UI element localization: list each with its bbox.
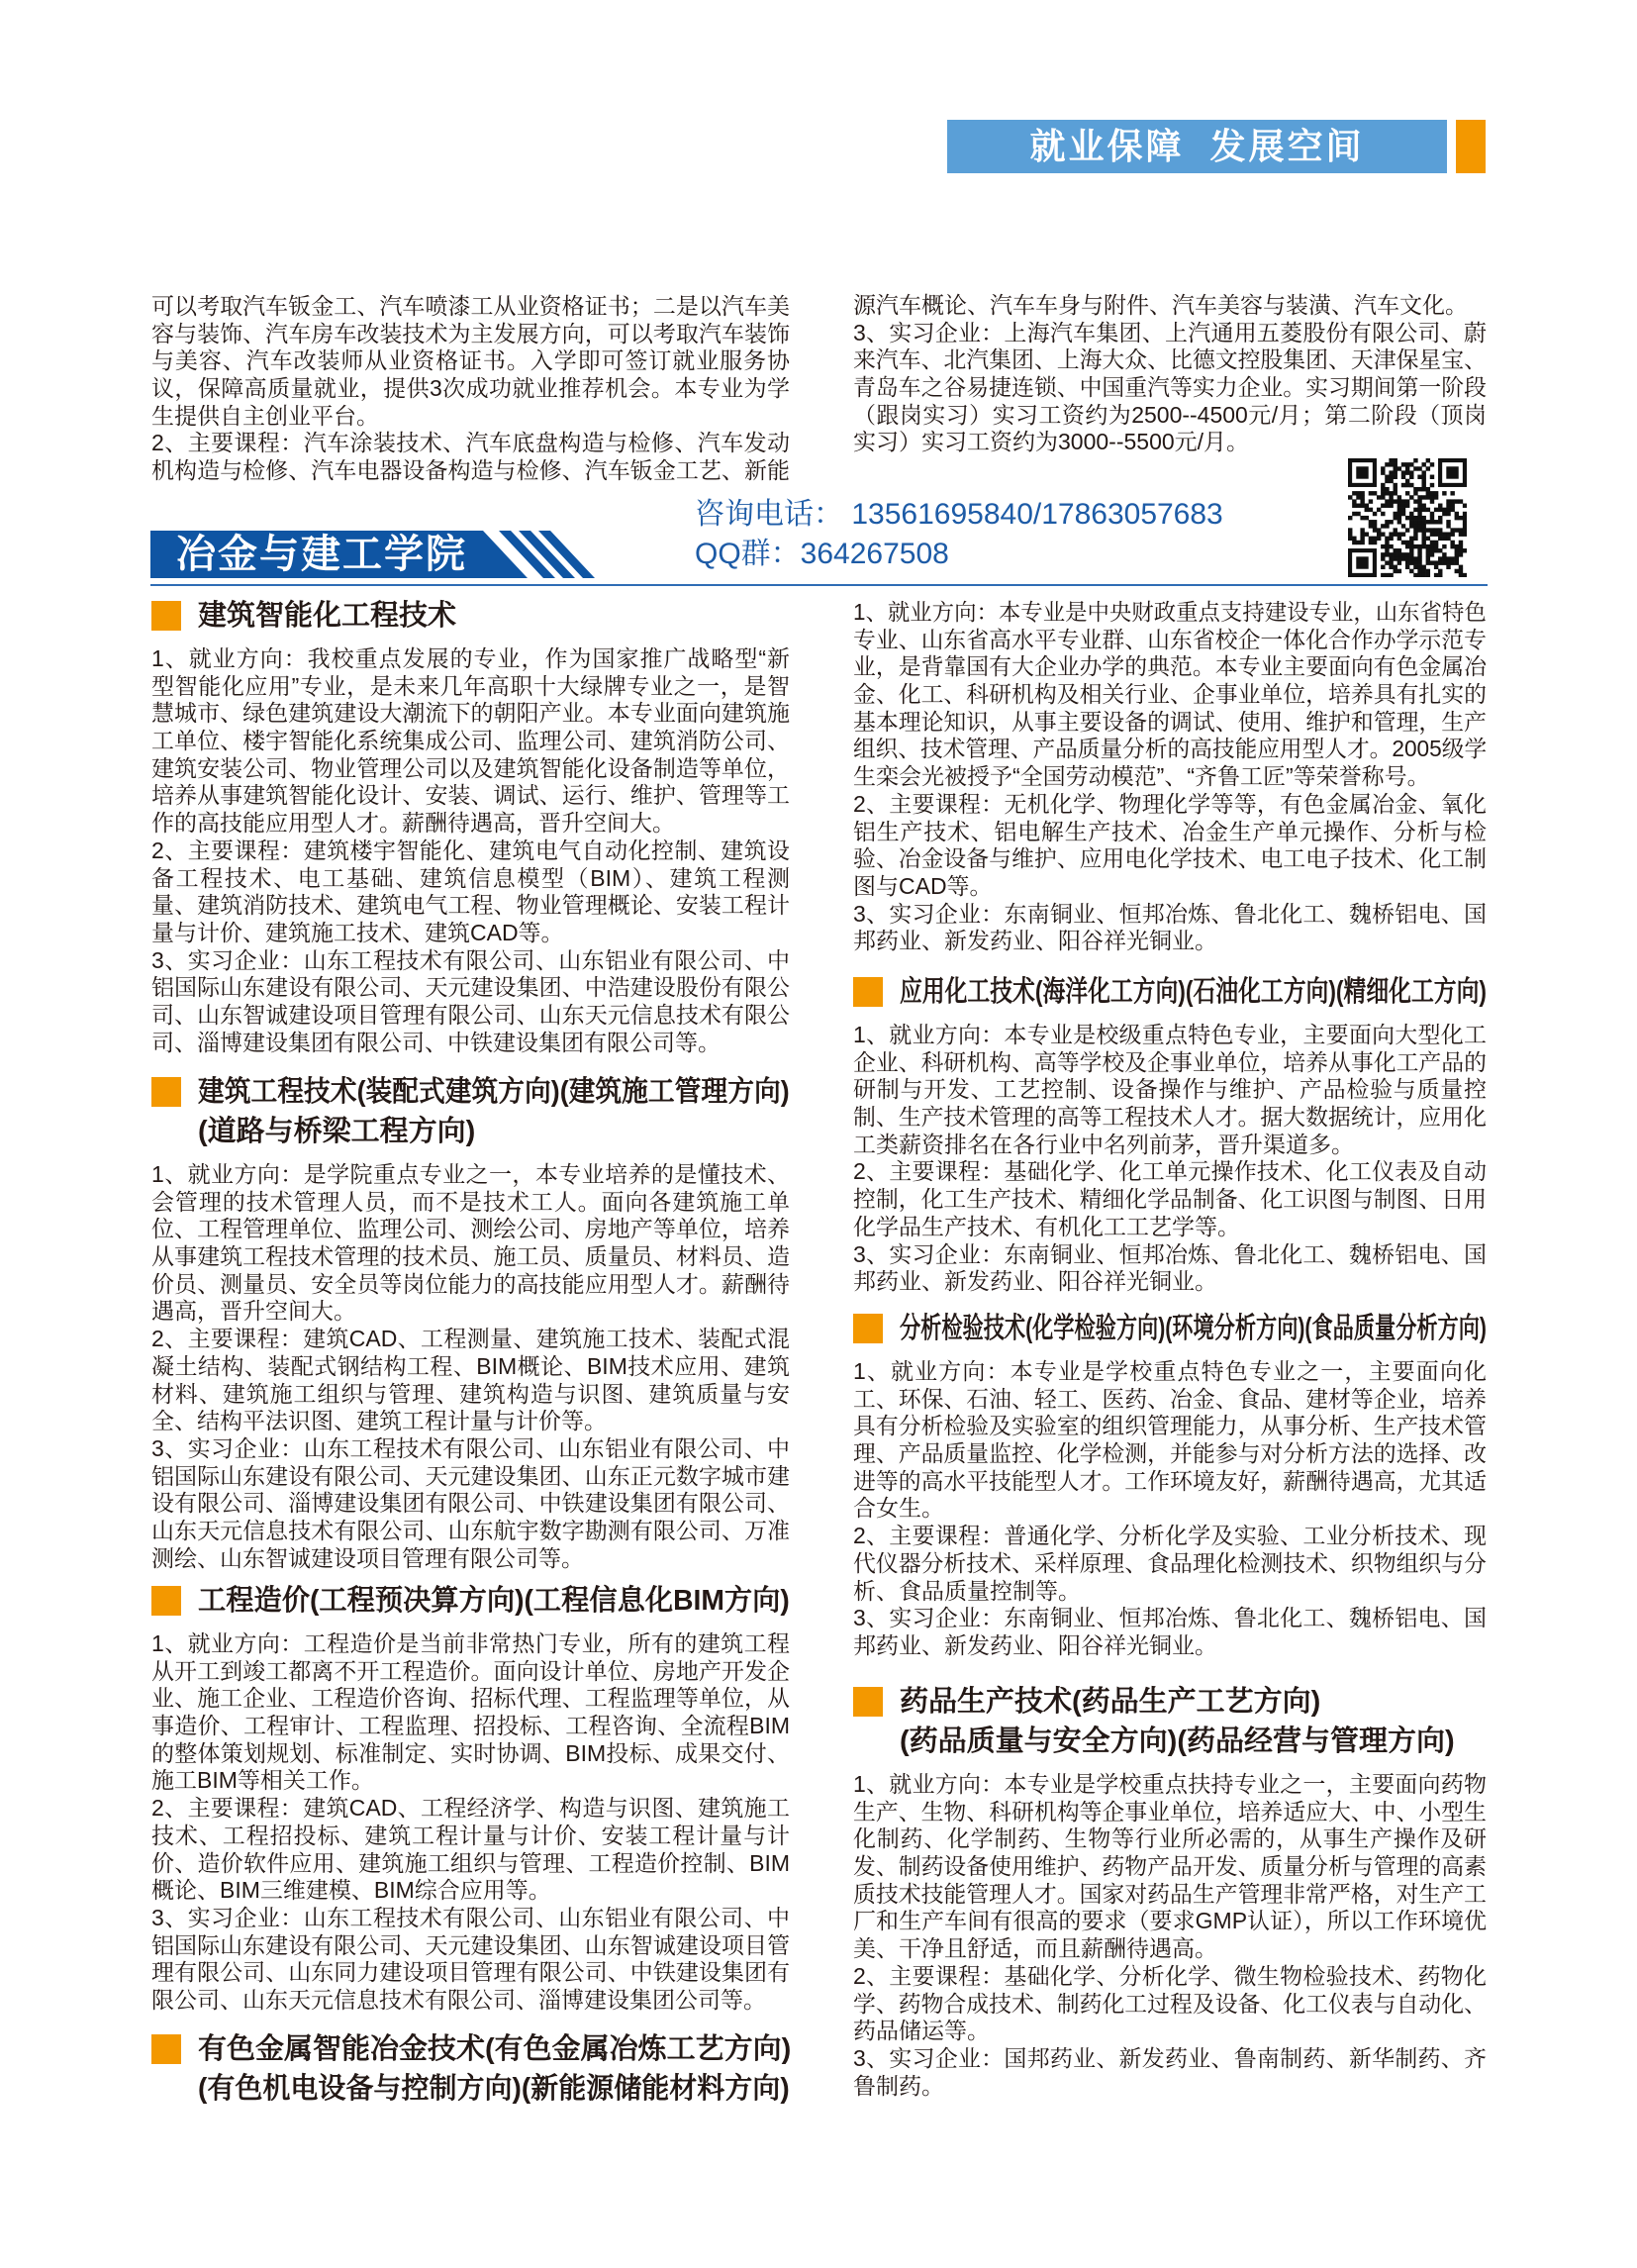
text-line: 发、制药设备使用维护、药物产品开发、质量分析与管理的高素 — [853, 1853, 1488, 1880]
college-name: 冶金与建工学院 — [176, 533, 467, 576]
section-marker-icon — [853, 1314, 883, 1343]
text-line: 司、山东智诚建设项目管理有限公司、山东天元信息技术有限公 — [151, 1001, 790, 1028]
text-line: 铝国际山东建设有限公司、天元建设集团、中浩建设股份有限公 — [151, 974, 790, 1001]
major-building-intelligence — [151, 596, 790, 1056]
paragraph — [151, 1161, 790, 1326]
text-line: 山东天元信息技术有限公司、山东航宇数字勘测有限公司、万准 — [151, 1517, 790, 1543]
text-line: 业、施工企业、工程造价咨询、招标代理、工程监理等单位，从 — [151, 1685, 790, 1712]
paragraph — [853, 1241, 1487, 1296]
paragraph — [853, 1963, 1487, 2045]
text-line: 容与装饰、汽车房车改装技术为主发展方向，可以考取汽车装饰 — [151, 320, 790, 346]
major-title — [853, 1309, 1487, 1348]
section-marker-icon — [151, 1077, 181, 1107]
paragraph — [853, 1605, 1487, 1659]
text-line: 组织、技术管理、产品质量分析的高技能应用型人才。2005级学 — [853, 736, 1488, 762]
text-line: 遇高，晋升空间大。 — [151, 1298, 356, 1325]
text-line: 1、就业方向：是学院重点专业之一，本专业培养的是懂技术、 — [151, 1161, 790, 1187]
text-line: 3、实习企业：山东工程技术有限公司、山东铝业有限公司、中 — [151, 946, 790, 973]
text-line: 青岛车之谷易捷连锁、中国重汽等实力企业。实习期间第一阶段 — [853, 374, 1488, 401]
page-banner-title: 就业保障 发展空间 — [947, 120, 1447, 173]
major-construction-engineering — [151, 1072, 790, 1572]
major-title-line: 建筑工程技术(装配式建筑方向)(建筑施工管理方向) — [198, 1076, 790, 1108]
text-line: 铝生产技术、铝电解生产技术、冶金生产单元操作、分析与检 — [853, 818, 1487, 844]
text-line: 美、干净且舒适，而且薪酬待遇高。 — [853, 1935, 1217, 1962]
text-line: 慧城市、绿色建筑建设大潮流下的朝阳产业。本专业面向建筑施 — [151, 700, 790, 727]
text-line: 1、就业方向：本专业是校级重点特色专业，主要面向大型化工 — [853, 1022, 1487, 1047]
major-title — [853, 972, 1487, 1012]
text-line: 3、实习企业：东南铜业、恒邦冶炼、鲁北化工、魏桥铝电、国 — [853, 1240, 1487, 1267]
major-nonferrous-metallurgy-details — [853, 599, 1487, 955]
paragraph — [853, 1022, 1487, 1158]
text-line: 设有限公司、淄博建设集团有限公司、中铁建设集团有限公司、 — [151, 1490, 790, 1517]
text-line: 2、主要课程：普通化学、分析化学及实验、工业分析技术、现 — [853, 1523, 1487, 1549]
text-line: 作的高技能应用型人才。薪酬待遇高，晋升空间大。 — [151, 810, 675, 837]
text-line: 从事建筑工程技术管理的技术员、施工员、质量员、材料员、造 — [151, 1243, 790, 1270]
major-title — [151, 1581, 790, 1621]
text-line: 型智能化应用”专业，是未来几年高职十大绿牌专业之一，是智 — [151, 672, 790, 699]
major-title-line: 建筑智能化工程技术 — [198, 600, 457, 632]
paragraph — [853, 599, 1487, 791]
section-marker-icon — [853, 1687, 883, 1717]
text-line: 2、主要课程：基础化学、化工单元操作技术、化工仪表及自动 — [853, 1158, 1487, 1185]
major-applied-chemical — [853, 972, 1487, 1296]
text-line: 邦药业、新发药业、阳谷祥光铜业。 — [853, 1631, 1217, 1658]
text-line: 3、实习企业：东南铜业、恒邦冶炼、鲁北化工、魏桥铝电、国 — [853, 900, 1487, 927]
major-title-line: (有色机电设备与控制方向)(新能源储能材料方向) — [198, 2073, 790, 2105]
text-line: 邦药业、新发药业、阳谷祥光铜业。 — [853, 928, 1217, 954]
text-line: 学、药物合成技术、制药化工过程及设备、化工仪表与自动化、 — [853, 1990, 1488, 2017]
text-line: （跟岗实习）实习工资约为2500--4500元/月；第二阶段（顶岗 — [853, 401, 1487, 428]
paragraph — [151, 947, 790, 1057]
text-line: 的整体策划规划、标准制定、实时协调、BIM投标、成果交付、 — [151, 1739, 790, 1766]
paragraph — [853, 1523, 1487, 1605]
text-line: 理有限公司、山东同力建设项目管理有限公司、中铁建设集团有 — [151, 1959, 790, 1986]
text-line: 2、主要课程：基础化学、分析化学、微生物检验技术、药物化 — [853, 1962, 1487, 1989]
paragraph — [853, 1771, 1487, 1963]
text-line: 析、食品质量控制等。 — [853, 1577, 1081, 1604]
paragraph — [151, 1795, 790, 1905]
text-line: 进等的高水平技能型人才。工作环境友好，薪酬待遇高，尤其适 — [853, 1467, 1488, 1494]
paragraph — [853, 1358, 1487, 1523]
text-line: 技术、工程招投标、建筑工程计量与计价、安装工程计量与计 — [151, 1822, 790, 1848]
contact-phone — [695, 495, 1223, 535]
text-line: 3、实习企业：东南铜业、恒邦冶炼、鲁北化工、魏桥铝电、国 — [853, 1605, 1487, 1631]
section-marker-icon — [151, 601, 181, 631]
text-line: 铝国际山东建设有限公司、天元建设集团、山东智诚建设项目管 — [151, 1931, 790, 1958]
text-line: 全、结构平法识图、建筑工程计量与计价等。 — [151, 1408, 607, 1434]
text-line: 来汽车、北汽集团、上海大众、比德文控股集团、天津保星宝、 — [853, 346, 1488, 373]
text-line: 2、主要课程：建筑楼宇智能化、建筑电气自动化控制、建筑设 — [151, 837, 790, 863]
contact-qq-label: QQ群： — [695, 538, 801, 570]
text-line: 量与计价、建筑施工技术、建筑CAD等。 — [151, 919, 564, 945]
text-line: 企业、科研机构、高等学校及企事业单位，培养从事化工产品的 — [853, 1048, 1488, 1075]
text-line: 化学品生产技术、有机化工工艺学等。 — [853, 1213, 1240, 1239]
text-line: 化制药、化学制药、生物等行业所必需的，从事生产操作及研 — [853, 1825, 1487, 1852]
text-line: 图与CAD等。 — [853, 872, 993, 899]
paragraph — [853, 292, 1487, 320]
major-title-line: 应用化工技术(海洋化工方向)(石油化工方向)(精细化工方向) — [900, 976, 1487, 1008]
text-line: 合女生。 — [853, 1495, 944, 1522]
text-line: 3、实习企业：国邦药业、新发药业、鲁南制药、新华制药、齐 — [853, 2044, 1487, 2071]
text-line: 2、主要课程：无机化学、物理化学等等，有色金属冶金、氧化 — [853, 790, 1487, 817]
text-line: 代仪器分析技术、采样原理、食品理化检测技术、织物组织与分 — [853, 1549, 1488, 1576]
text-line: 机构造与检修、汽车电器设备构造与检修、汽车钣金工艺、新能 — [151, 457, 790, 484]
paragraph — [151, 1905, 790, 2015]
paragraph — [853, 2045, 1487, 2100]
paragraph — [151, 645, 790, 838]
text-line: 施工BIM等相关工作。 — [151, 1767, 374, 1794]
text-line: 金、化工、科研机构及相关行业、企事业单位，培养具有扎实的 — [853, 681, 1488, 708]
text-line: 1、就业方向：工程造价是当前非常热门专业，所有的建筑工程 — [151, 1630, 790, 1656]
section-marker-icon — [853, 977, 883, 1007]
contact-phone-number: 13561695840/17863057683 — [851, 498, 1223, 531]
paragraph — [151, 838, 790, 947]
text-line: 工类薪资排名在各行业中名列前茅，晋升渠道多。 — [853, 1131, 1354, 1157]
paragraph — [151, 430, 790, 484]
text-line: 研制与开发、工艺控制、设备操作与维护、产品检验与质量控 — [853, 1076, 1487, 1103]
contact-qq — [695, 535, 949, 574]
paragraph — [853, 901, 1487, 955]
text-line: 会管理的技术管理人员，而不是技术工人。面向各建筑施工单 — [151, 1188, 790, 1215]
major-title — [151, 1072, 790, 1151]
text-line: 厂和生产车间有很高的要求（要求GMP认证），所以工作环境优 — [853, 1908, 1487, 1934]
major-nonferrous-metallurgy — [151, 2029, 790, 2119]
major-analysis-testing — [853, 1309, 1487, 1660]
contact-phone-label: 咨询电话： — [695, 498, 843, 531]
text-line: 测绘、山东智诚建设项目管理有限公司等。 — [151, 1544, 584, 1571]
section-marker-icon — [151, 1586, 181, 1616]
text-line: 邦药业、新发药业、阳谷祥光铜业。 — [853, 1268, 1217, 1295]
banner-accent-bar — [1456, 120, 1486, 173]
text-line: 理、产品质量监控、化学检测，并能参与对分析方法的选择、改 — [853, 1440, 1488, 1467]
college-divider — [150, 584, 1488, 586]
paragraph — [151, 1435, 790, 1572]
paragraph — [853, 1158, 1487, 1240]
text-line: 生栾会光被授予“全国劳动模范”、“齐鲁工匠”等荣誉称号。 — [853, 763, 1430, 790]
contact-qq-number: 364267508 — [800, 538, 949, 570]
text-line: 基本理论知识，从事主要设备的调试、使用、维护和管理，生产 — [853, 708, 1488, 735]
major-title-line: 分析检验技术(化学检验方向)(环境分析方向)(食品质量分析方向) — [900, 1313, 1487, 1344]
intro-right-text — [853, 292, 1487, 456]
text-line: 验、冶金设备与维护、应用电化学技术、电工电子技术、化工制 — [853, 845, 1488, 872]
text-line: 量、建筑消防技术、建筑电气工程、物业管理概论、安装工程计 — [151, 892, 790, 919]
major-title-line: (药品质量与安全方向)(药品经营与管理方向) — [900, 1726, 1455, 1757]
paragraph — [151, 1630, 790, 1795]
text-line: 具有分析检验及实验室的组织管理能力，从事分析、生产技术管 — [853, 1413, 1488, 1439]
text-line: 培养从事建筑智能化设计、安装、调试、运行、维护、管理等工 — [151, 782, 790, 809]
major-pharmaceutical-production — [853, 1682, 1487, 2100]
text-line: 业，是背靠国有大企业办学的典范。本专业主要面向有色金属冶 — [853, 653, 1488, 680]
text-line: 价、造价软件应用、建筑施工组织与管理、工程造价控制、BIM — [151, 1849, 790, 1876]
text-line: 药品储运等。 — [853, 2018, 990, 2044]
text-line: 2、主要课程：建筑CAD、工程测量、建筑施工技术、装配式混 — [151, 1326, 790, 1352]
paragraph — [151, 1326, 790, 1435]
text-line: 2、主要课程：建筑CAD、工程经济学、构造与识图、建筑施工 — [151, 1795, 790, 1822]
major-title-line: 药品生产技术(药品生产工艺方向) — [900, 1686, 1321, 1718]
text-line: 3、实习企业：上海汽车集团、上汽通用五菱股份有限公司、蔚 — [853, 319, 1487, 345]
text-line: 概论、BIM三维建模、BIM综合应用等。 — [151, 1877, 551, 1904]
text-line: 生提供自主创业平台。 — [151, 402, 379, 429]
text-line: 3、实习企业：山东工程技术有限公司、山东铝业有限公司、中 — [151, 1904, 790, 1930]
text-line: 从开工到竣工都离不开工程造价。面向设计单位、房地产开发企 — [151, 1657, 790, 1684]
text-line: 鲁制药。 — [853, 2072, 944, 2099]
text-line: 1、就业方向：本专业是学校重点特色专业之一，主要面向化 — [853, 1358, 1487, 1384]
intro-left-text — [151, 293, 790, 485]
text-line: 1、就业方向：本专业是中央财政重点支持建设专业，山东省特色 — [853, 599, 1487, 625]
text-line: 与美容、汽车改装师从业资格证书。入学即可签订就业服务协 — [151, 347, 790, 374]
text-line: 生产、生物、科研机构等企事业单位，培养适应大、中、小型生 — [853, 1798, 1488, 1824]
text-line: 备工程技术、电工基础、建筑信息模型（BIM）、建筑工程测 — [151, 864, 790, 891]
text-line: 1、就业方向：我校重点发展的专业，作为国家推广战略型“新 — [151, 645, 790, 671]
text-line: 质技术技能管理人才。国家对药品生产管理非常严格，对生产工 — [853, 1880, 1488, 1907]
major-title-line: 有色金属智能冶金技术(有色金属冶炼工艺方向) — [198, 2033, 792, 2065]
text-line: 位、工程管理单位、监理公司、测绘公司、房地产等单位，培养 — [151, 1216, 790, 1242]
text-line: 可以考取汽车钣金工、汽车喷漆工从业资格证书；二是以汽车美 — [151, 293, 790, 319]
text-line: 事造价、工程审计、工程监理、招投标、工程咨询、全流程BIM — [151, 1713, 790, 1739]
text-line: 制、生产技术管理的高等工程技术人才。据大数据统计，应用化 — [853, 1104, 1488, 1131]
text-line: 源汽车概论、汽车车身与附件、汽车美容与装潢、汽车文化。 — [853, 292, 1468, 318]
text-line: 1、就业方向：本专业是学校重点扶持专业之一，主要面向药物 — [853, 1771, 1487, 1797]
text-line: 工、环保、石油、轻工、医药、冶金、食品、建材等企业，培养 — [853, 1385, 1488, 1412]
text-line: 控制，化工生产技术、精细化学品制备、化工识图与制图、日用 — [853, 1186, 1488, 1213]
text-line: 铝国际山东建设有限公司、天元建设集团、山东正元数字城市建 — [151, 1462, 790, 1489]
paragraph — [151, 293, 790, 430]
qr-code-icon — [1348, 458, 1467, 577]
major-title-line: (道路与桥梁工程方向) — [198, 1116, 476, 1147]
text-line: 议，保障高质量就业，提供3次成功就业推荐机会。本专业为学 — [151, 375, 790, 402]
text-line: 司、淄博建设集团有限公司、中铁建设集团有限公司等。 — [151, 1029, 721, 1055]
major-title — [151, 2029, 790, 2109]
text-line: 限公司、山东天元信息技术有限公司、淄博建设集团公司等。 — [151, 1986, 766, 2013]
text-line: 价员、测量员、安全员等岗位能力的高技能应用型人才。薪酬待 — [151, 1270, 790, 1297]
text-line: 实习）实习工资约为3000--5500元/月。 — [853, 429, 1250, 455]
text-line: 3、实习企业：山东工程技术有限公司、山东铝业有限公司、中 — [151, 1434, 790, 1461]
major-engineering-cost — [151, 1581, 790, 2015]
text-line: 凝土结构、装配式钢结构工程、BIM概论、BIM技术应用、建筑 — [151, 1352, 790, 1379]
section-marker-icon — [151, 2034, 181, 2064]
text-line: 工单位、楼宇智能化系统集成公司、监理公司、建筑消防公司、 — [151, 728, 790, 754]
major-title — [151, 596, 790, 636]
major-title — [853, 1682, 1487, 1761]
text-line: 专业、山东省高水平专业群、山东省校企一体化合作办学示范专 — [853, 626, 1488, 652]
paragraph — [853, 320, 1487, 456]
text-line: 建筑安装公司、物业管理公司以及建筑智能化设备制造等单位， — [151, 754, 790, 781]
paragraph — [853, 791, 1487, 901]
text-line: 材料、建筑施工组织与管理、建筑构造与识图、建筑质量与安 — [151, 1380, 790, 1407]
text-line: 2、主要课程：汽车涂装技术、汽车底盘构造与检修、汽车发动 — [151, 430, 790, 456]
major-title-line: 工程造价(工程预决算方向)(工程信息化BIM方向) — [198, 1585, 790, 1617]
